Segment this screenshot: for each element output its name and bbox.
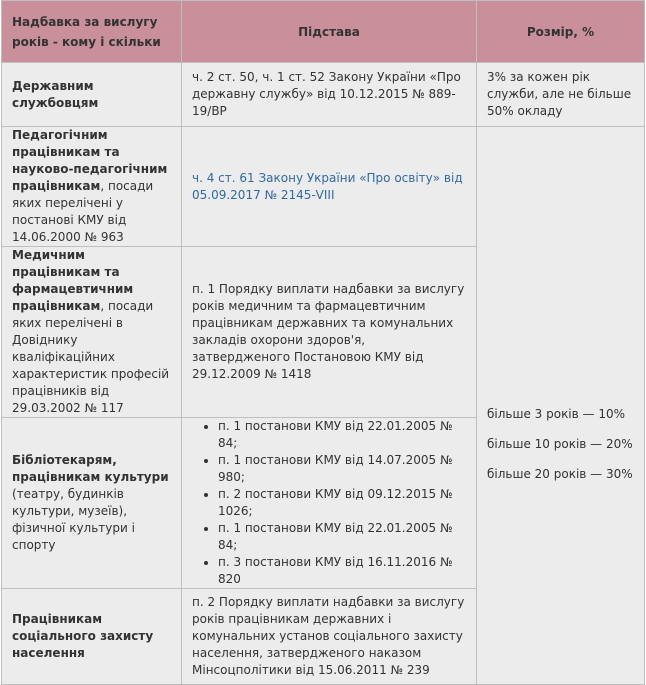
list-item: • п. 1 постанови КМУ від 14.07.2005 № 980; xyxy=(218,452,466,486)
size-line: більше 3 років — 10% xyxy=(487,406,626,421)
who-cell: Державним службовцям xyxy=(2,63,182,127)
basis-cell: ч. 2 ст. 50, ч. 1 ст. 52 Закону України «Про державну службу» від 10.12.2015 № 889-19/ВР xyxy=(182,63,477,127)
header-who: Надбавка за вислугу років - кому і скільки xyxy=(2,1,182,63)
who-cell: Педагогічним працівникам та науково-педагогічним працівникам, посади яких перелічені у постанові КМУ від 14.06.2000 № 963 xyxy=(2,127,182,247)
header-size: Розмір, % xyxy=(477,1,645,63)
law-link[interactable]: ч. 4 ст. 61 Закону України «Про освіту» від 05.09.2017 № 2145-VIII xyxy=(192,170,463,202)
who-cell: Працівникам соціального захисту населення xyxy=(2,589,182,685)
basis-cell xyxy=(182,418,477,589)
basis-list xyxy=(192,418,466,588)
who-cell: Медичним працівникам та фармацевтичним працівникам, посади яких перелічені в Довіднику кваліфікаційних характеристик професій працівників від 29.03.2002 № 117 xyxy=(2,247,182,418)
size-line: більше 20 років — 30% xyxy=(487,466,633,481)
basis-cell: п. 1 Порядку виплати надбавки за вислугу років медичним та фармацевтичним працівникам державних та комунальних закладів охорони здоров'я, затвердженого Постановою КМУ від 29.12.2009 № 1418 xyxy=(182,247,477,418)
list-item: • п. 1 постанови КМУ від 22.01.2005 № 84; xyxy=(218,418,466,452)
header-row xyxy=(2,1,645,63)
who-cell: Бібліотекарям, працівникам культури (театру, будинків культури, музеїв), фізичної культури і спорту xyxy=(2,418,182,589)
basis-cell xyxy=(182,127,477,247)
list-item: • п. 2 постанови КМУ від 09.12.2015 № 1026; xyxy=(218,486,466,520)
size-line: більше 10 років — 20% xyxy=(487,436,633,451)
shared-size-cell xyxy=(477,127,645,685)
allowance-table xyxy=(1,0,645,685)
list-item: • п. 1 постанови КМУ від 22.01.2005 № 84; xyxy=(218,520,466,554)
header-basis: Підстава xyxy=(182,1,477,63)
list-item: • п. 3 постанови КМУ від 16.11.2016 № 820 xyxy=(218,554,466,588)
basis-cell: п. 2 Порядку виплати надбавки за вислугу років працівникам державних і комунальних установ соціального захисту населення, затвердженого наказом Мінсоцполітики від 15.06.2011 № 239 xyxy=(182,589,477,685)
table-row xyxy=(2,127,645,247)
table-row xyxy=(2,63,645,127)
size-cell: 3% за кожен рік служби, але не більше 50% окладу xyxy=(477,63,645,127)
